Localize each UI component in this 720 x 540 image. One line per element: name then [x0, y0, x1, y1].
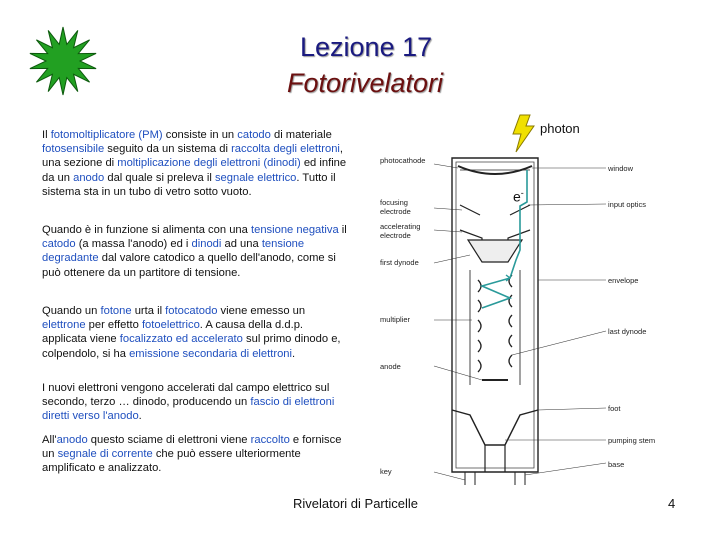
paragraph-text: All'	[42, 434, 57, 446]
paragraph-text: I nuovi elettroni vengono accelerati dal campo elettrico sul secondo, terzo … dinodo, producendo un	[42, 382, 330, 409]
paragraph-text: , una sezione di	[42, 143, 344, 170]
page-number: 4	[668, 496, 676, 511]
highlighted-term: fotoelettrico	[141, 319, 200, 332]
highlighted-term: elettrone	[42, 319, 86, 332]
paragraph-text: dal quale si preleva il	[104, 171, 215, 184]
highlighted-term: focalizzato ed accelerato	[119, 333, 243, 346]
photon-bolt-icon	[513, 115, 534, 152]
footer-text: Rivelatori di Particelle	[293, 496, 418, 511]
label-anode: anode	[380, 362, 401, 371]
label-foot: foot	[608, 404, 621, 413]
title-line-2: Fotorivelatori	[287, 68, 444, 98]
paragraph-text: Il	[42, 129, 51, 141]
label-envelope: envelope	[608, 276, 639, 285]
label-accelerating-electrode: accelerating electrode	[380, 222, 421, 240]
highlighted-term: raccolta degli elettroni	[231, 143, 340, 156]
label-pumping-stem: pumping stem	[608, 436, 656, 445]
electron-label	[513, 188, 524, 205]
title-line-1: Lezione 17	[300, 32, 433, 62]
envelope-outline	[452, 158, 538, 472]
highlighted-term: fotone	[100, 305, 132, 317]
paragraph-4	[42, 381, 347, 424]
highlighted-term: dinodi	[191, 238, 222, 251]
highlighted-term: segnale di corrente	[57, 448, 153, 461]
paragraph-text: consiste in un	[162, 129, 238, 141]
highlighted-term: anodo	[73, 171, 105, 184]
label-base: base	[608, 460, 625, 469]
paragraph-text: ad una	[221, 238, 262, 251]
label-key: key	[380, 467, 392, 476]
paragraph-text: questo sciame di elettroni viene	[87, 434, 251, 446]
label-focusing-electrode: focusing electrode	[380, 198, 411, 216]
paragraph-text: di materiale	[270, 129, 332, 141]
label-input-optics: input optics	[608, 200, 646, 209]
label-last-dynode: last dynode	[608, 327, 647, 336]
label-photocathode: photocathode	[380, 156, 426, 165]
paragraph-text: e fornisce un	[42, 434, 342, 461]
highlighted-term: tensione degradante	[42, 238, 305, 265]
paragraph-text: che può essere ulteriormente amplificato e analizzato.	[42, 448, 301, 475]
label-first-dynode: first dynode	[380, 258, 419, 267]
paragraph-text: Quando un	[42, 305, 101, 317]
label-window: window	[608, 164, 634, 173]
label-multiplier: multiplier	[380, 315, 411, 324]
starburst-icon	[28, 26, 98, 96]
highlighted-term: fotocatodo	[165, 305, 218, 317]
highlighted-term: catodo	[237, 129, 271, 141]
highlighted-term: moltiplicazione degli elettroni (dinodi)	[117, 157, 301, 170]
photon-label: photon	[540, 121, 580, 136]
dynode-chain	[478, 275, 512, 372]
electron-label-text: e	[513, 188, 521, 205]
paragraph-5	[42, 433, 347, 476]
paragraph-text: . A causa della d.d.p. applicata viene	[42, 319, 304, 346]
paragraph-text: sul primo dinodo e, colpendolo, si ha	[42, 333, 341, 360]
electron-label-sup: -	[520, 188, 524, 198]
highlighted-term: segnale elettrico	[214, 171, 297, 184]
highlighted-term: fotomoltiplicatore (PM)	[50, 129, 163, 141]
paragraph-text: . Tutto il sistema sta in un tubo di vetro sotto vuoto.	[42, 171, 336, 198]
paragraph-text: .	[292, 347, 296, 360]
highlighted-term: catodo	[42, 238, 76, 251]
highlighted-term: fascio di elettroni diretti verso l'anodo	[42, 396, 335, 423]
paragraph-text: ed infine da un	[42, 157, 347, 184]
highlighted-term: emissione secondaria di elettroni	[129, 347, 293, 360]
paragraph-text: per effetto	[85, 319, 142, 332]
highlighted-term: raccolto	[250, 434, 290, 446]
highlighted-term: tensione negativa	[250, 224, 339, 236]
paragraph-text: seguito da un sistema di	[104, 143, 232, 156]
paragraph-text: urta il	[131, 305, 166, 317]
paragraph-text: il	[338, 224, 347, 236]
paragraph-text: viene emesso un	[217, 305, 306, 317]
paragraph-text: (a massa l'anodo) ed i	[75, 238, 192, 251]
highlighted-term: anodo	[56, 434, 88, 446]
paragraph-3	[42, 304, 347, 361]
paragraph-text: dal valore catodico a quello dell'anodo, come si può ottenere da un partitore di tensione.	[42, 252, 336, 279]
paragraph-1	[42, 128, 347, 199]
paragraph-text: .	[138, 410, 142, 423]
paragraph-2	[42, 223, 347, 280]
paragraph-text: Quando è in funzione si alimenta con una	[42, 224, 251, 236]
highlighted-term: fotosensibile	[42, 143, 105, 156]
first-dynode	[468, 240, 522, 262]
